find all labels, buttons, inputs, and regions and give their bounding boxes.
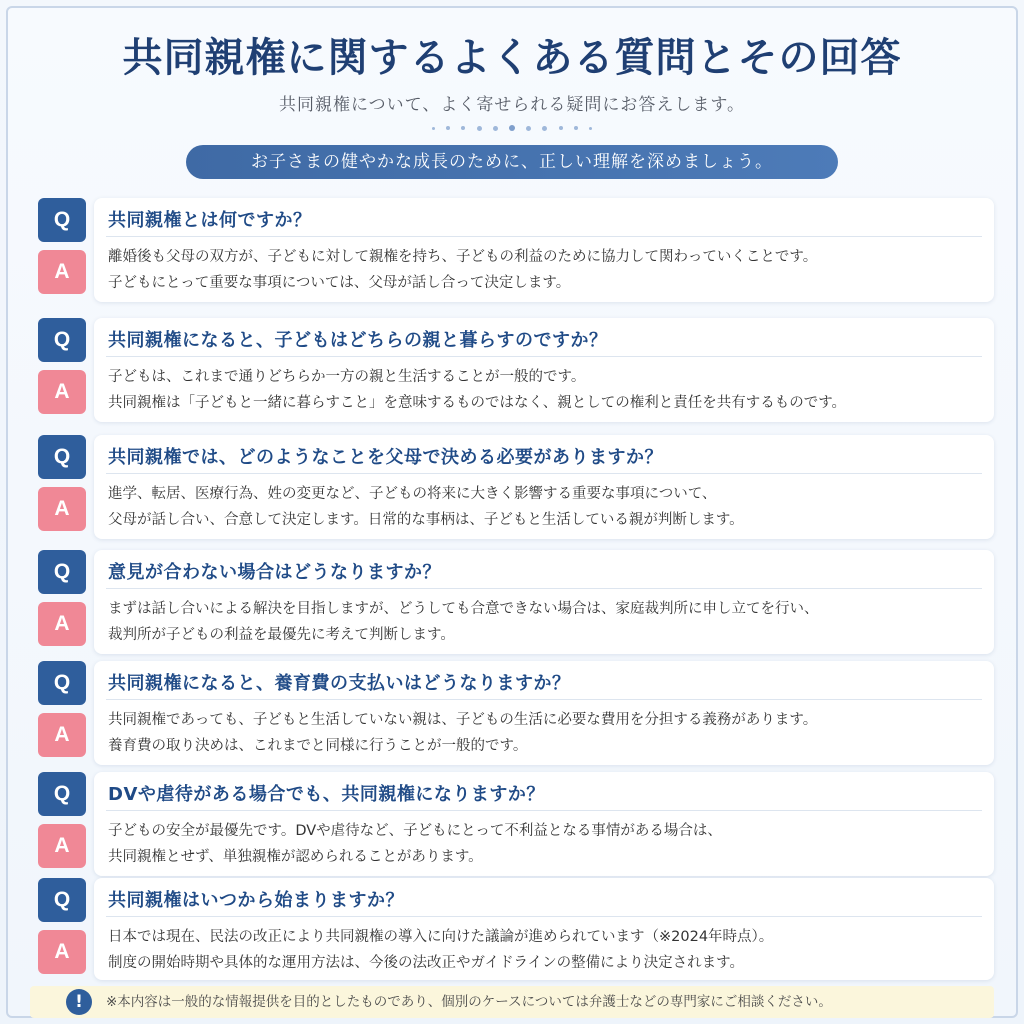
answer-line: 裁判所が子どもの利益を最優先に考えて判断します。	[108, 627, 455, 643]
faq-card	[94, 318, 994, 422]
divider	[106, 810, 982, 811]
dot	[526, 126, 531, 131]
faq-question: 共同親権になると、養育費の支払いはどうなりますか？	[108, 673, 571, 694]
faq-question: 意見が合わない場合はどうなりますか？	[108, 562, 441, 583]
answer-line: 養育費の取り決めは、これまでと同様に行うことが一般的です。	[108, 738, 528, 754]
answer-line: 離婚後も父母の双方が、子どもに対して親権を持ち、子どもの利益のために協力して関わっていくことです。	[108, 249, 818, 265]
answer-line: まずは話し合いによる解決を目指しますが、どうしても合意できない場合は、家庭裁判所に申し立てを行い、	[108, 601, 819, 617]
answer-badge: A	[38, 824, 86, 868]
question-badge: Q	[38, 435, 86, 479]
divider	[106, 356, 982, 357]
banner: お子さまの健やかな成長のために、正しい理解を深めましょう。	[186, 145, 838, 179]
answer-line: 共同親権であっても、子どもと生活していない親は、子どもの生活に必要な費用を分担する義務があります。	[108, 712, 818, 728]
faq-card	[94, 550, 994, 654]
faq-question: 共同親権では、どのようなことを父母で決める必要がありますか？	[108, 447, 663, 468]
faq-answer	[108, 481, 744, 533]
faq-card	[94, 435, 994, 539]
question-badge: Q	[38, 772, 86, 816]
dot	[493, 126, 498, 131]
faq-answer	[108, 818, 722, 870]
dot	[477, 126, 482, 131]
answer-line: 子どもは、これまで通りどちらか一方の親と生活することが一般的です。	[108, 369, 586, 385]
answer-line: 子どもにとって重要な事項については、父母が話し合って決定します。	[108, 275, 571, 291]
faq-question: DVや虐待がある場合でも、共同親権になりますか？	[108, 784, 545, 805]
exclamation-icon: !	[66, 989, 92, 1015]
faq-answer	[108, 364, 846, 416]
decorative-dots	[432, 124, 592, 132]
dot	[432, 127, 435, 130]
answer-line: 日本では現在、民法の改正により共同親権の導入に向けた議論が進められています（※2024年時点）。	[108, 929, 774, 945]
answer-badge: A	[38, 250, 86, 294]
page-title: 共同親権に関するよくある質問とその回答	[122, 35, 902, 81]
answer-line: 共同親権とせず、単独親権が認められることがあります。	[108, 849, 483, 865]
faq-card	[94, 772, 994, 876]
divider	[106, 916, 982, 917]
answer-line: 進学、転居、医療行為、姓の変更など、子どもの将来に大きく影響する重要な事項について、	[108, 486, 717, 502]
answer-line: 共同親権は「子どもと一緒に暮らすこと」を意味するものではなく、親としての権利と責任を共有するものです。	[108, 395, 847, 411]
faq-question: 共同親権になると、子どもはどちらの親と暮らすのですか？	[108, 330, 608, 351]
dot	[542, 126, 547, 131]
answer-badge: A	[38, 487, 86, 531]
dot	[574, 126, 578, 130]
faq-answer	[108, 596, 819, 648]
answer-badge: A	[38, 370, 86, 414]
disclaimer-notice	[30, 986, 994, 1018]
question-badge: Q	[38, 878, 86, 922]
answer-line: 制度の開始時期や具体的な運用方法は、今後の法改正やガイドラインの整備により決定されます。	[108, 955, 744, 971]
page-subtitle: 共同親権について、よく寄せられる疑問にお答えします。	[279, 95, 745, 115]
faq-answer	[108, 707, 817, 759]
divider	[106, 236, 982, 237]
divider	[106, 588, 982, 589]
faq-card	[94, 878, 994, 980]
faq-question: 共同親権とは何ですか？	[108, 210, 312, 231]
divider	[106, 699, 982, 700]
question-badge: Q	[38, 198, 86, 242]
dot	[589, 127, 592, 130]
question-badge: Q	[38, 661, 86, 705]
faq-card	[94, 198, 994, 302]
question-badge: Q	[38, 550, 86, 594]
dot	[559, 126, 563, 130]
answer-badge: A	[38, 930, 86, 974]
faq-card	[94, 661, 994, 765]
dot	[446, 126, 450, 130]
answer-badge: A	[38, 602, 86, 646]
dot	[461, 126, 465, 130]
faq-question: 共同親権はいつから始まりますか？	[108, 890, 404, 911]
answer-badge: A	[38, 713, 86, 757]
question-badge: Q	[38, 318, 86, 362]
disclaimer-text: ※本内容は一般的な情報提供を目的としたものであり、個別のケースについては弁護士などの専門家にご相談ください。	[106, 994, 832, 1010]
answer-line: 子どもの安全が最優先です。DVや虐待など、子どもにとって不利益となる事情がある場合は、	[108, 823, 722, 839]
faq-answer	[108, 924, 773, 976]
faq-answer	[108, 244, 817, 296]
answer-line: 父母が話し合い、合意して決定します。日常的な事柄は、子どもと生活している親が判断します。	[108, 512, 744, 528]
dot	[509, 125, 515, 131]
divider	[106, 473, 982, 474]
